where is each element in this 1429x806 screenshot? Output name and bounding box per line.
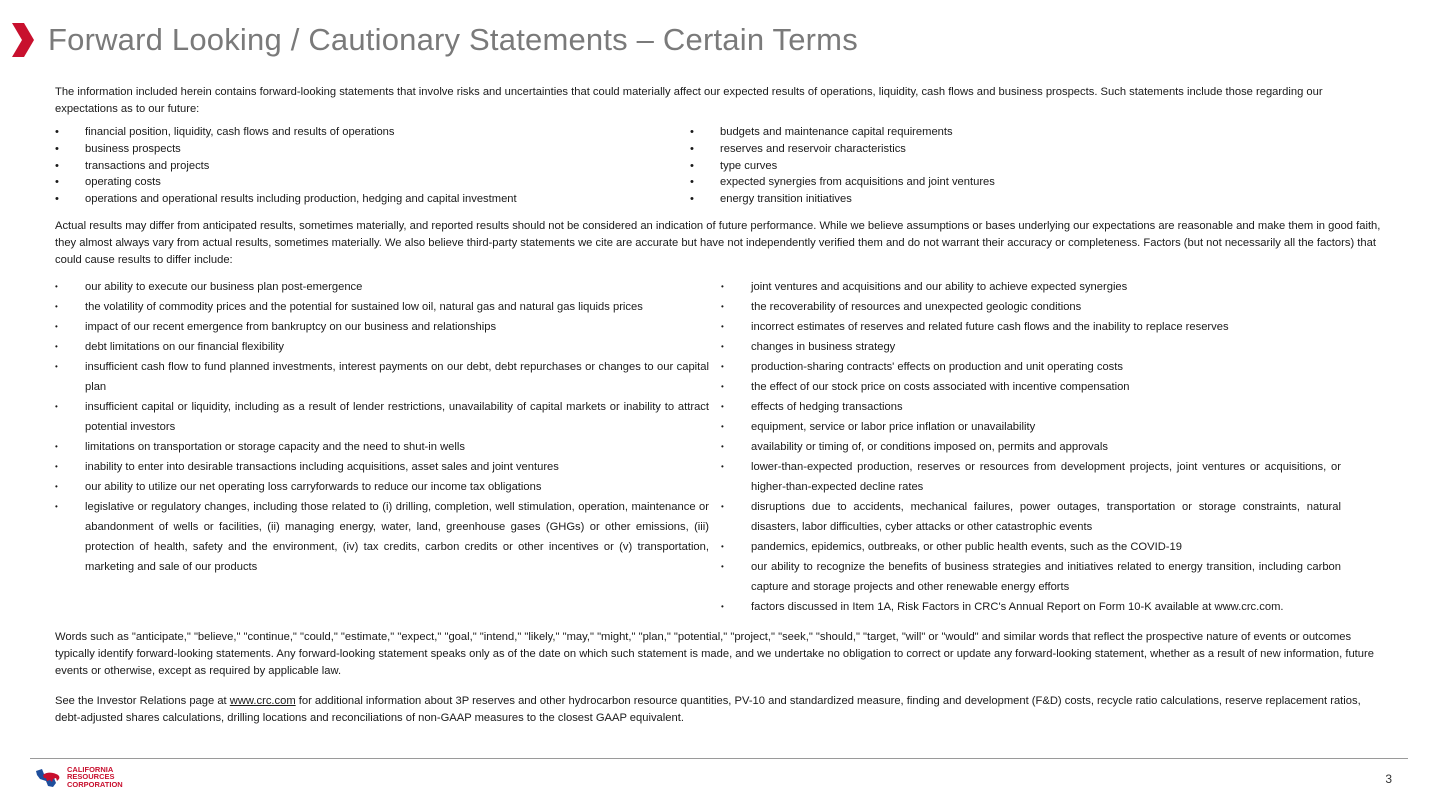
future-item-text: financial position, liquidity, cash flows and results of operations [85,126,395,138]
risk-factor-item-text: debt limitations on our financial flexibility [85,340,284,353]
bullet-icon: • [55,281,58,291]
risk-factor-item [55,437,709,457]
risk-factor-item-text: our ability to execute our business plan post-emergence [85,280,363,293]
future-item [690,141,1350,158]
page-title: Forward Looking / Cautionary Statements – Certain Terms [48,22,858,57]
bullet-icon: • [721,321,724,331]
ir-suffix-text: for additional information about 3P reserves and other hydrocarbon resource quantities, PV-10 and standardized measure, finding and development (F&D) costs, recycle ratio calculations, reserve replacement ratios, debt-adjusted shares calculations, drilling locations and reconciliations of non-GAAP measures to the closest GAAP equivalent. [55,694,1361,724]
future-items-list [55,124,1385,208]
risk-factor-item [55,317,709,337]
future-items-right-column [690,124,1350,208]
logo-line-corporation: CORPORATION [67,779,123,789]
risk-factor-item [721,417,1341,437]
bullet-icon: • [55,441,58,451]
bullet-icon: • [55,341,58,351]
risk-factor-item-text: legislative or regulatory changes, including those related to (i) drilling, completion, well stimulation, operation, maintenance or abandonment of wells or facilities, (ii) managing energy, water, land, greenhouse gases (GHGs) or other emissions, (iii) protection of health, safety and the environment, (iv) tax credits, carbon credits or other incentives or (v) transportation, marketing and sale of our products [85,500,709,573]
content-area [55,84,1385,727]
future-item-text: energy transition initiatives [720,193,852,206]
bullet-icon: • [55,461,58,471]
risk-factor-item-text: factors discussed in Item 1A, Risk Factors in CRC's Annual Report on Form 10-K available at www.crc.com. [751,600,1284,613]
bullet-icon: • [721,561,724,571]
risk-factor-item-text: inability to enter into desirable transactions including acquisitions, asset sales and joint ventures [85,460,559,473]
bullet-icon: • [721,541,724,551]
bullet-icon: • [721,501,724,511]
bullet-icon: • [55,176,59,189]
risk-factor-item-text: our ability to recognize the benefits of business strategies and initiatives related to energy transition, including carbon capture and storage projects and other renewable energy efforts [751,560,1341,593]
risk-factors-list [55,277,1385,617]
red-chevron-icon [10,23,36,57]
risk-factor-item [55,457,709,477]
risk-factor-item-text: equipment, service or labor price inflation or unavailability [751,420,1036,433]
risk-factors-left-column [55,277,709,617]
logo-line-california: CALIFORNIA [67,764,114,774]
risk-factor-item-text: effects of hedging transactions [751,400,903,413]
bullet-icon: • [55,401,58,411]
ir-prefix-text: See the Investor Relations page at [55,694,230,707]
bullet-icon: • [721,601,724,611]
intro-paragraph: The information included herein contains forward-looking statements that involve risks and uncertainties that could materially affect our expected results of operations, liquidity, cash flows and business prospects. Such statements include those regarding our expectations as to our future: [55,86,1323,115]
bullet-icon: • [721,441,724,451]
bullet-icon: • [690,126,694,138]
bullet-icon: • [55,159,59,172]
risk-factor-item [721,277,1341,297]
bullet-icon: • [721,401,724,411]
future-item-text: operations and operational results including production, hedging and capital investment [85,193,517,206]
risk-factor-item-text: the volatility of commodity prices and the potential for sustained low oil, natural gas and natural gas liquids prices [85,300,643,313]
investor-relations-paragraph [55,693,1385,727]
risk-factor-item [55,397,709,437]
risk-factor-item-text: production-sharing contracts' effects on production and unit operating costs [751,360,1123,373]
words-paragraph: Words such as "anticipate," "believe," "continue," "could," "estimate," "expect," "goal," "intend," "likely," "may," "might," "plan," "potential," "project," "seek," "should," "target, "will" or "would" and similar words that reflect the prospective nature of events or outcomes typically identify forward-looking statements. Any forward-looking statement speaks only as of the date on which such statement is made, and we undertake no obligation to correct or update any forward-looking statement, whether as a result of new information, future events or otherwise, except as required by applicable law. [55,630,1374,677]
risk-factor-item-text: limitations on transportation or storage capacity and the need to shut-in wells [85,440,465,453]
bullet-icon: • [721,301,724,311]
bullet-icon: • [55,321,58,331]
bullet-icon: • [55,501,58,511]
risk-factor-item [55,277,709,297]
risk-factor-item [55,297,709,317]
future-item-text: type curves [720,159,778,172]
actual-results-paragraph: Actual results may differ from anticipated results, sometimes materially, and reported results should not be considered an indication of future performance. While we believe assumptions or bases underlying our expectations are reasonable and make them in good faith, they almost always vary from actual results, sometimes materially. We also believe third-party statements we cite are accurate but have not independently verified them and do not warrant their accuracy or completeness. Factors (but not necessarily all the factors) that could cause results to differ include: [55,219,1381,266]
future-item [690,191,1350,208]
california-bear-logo-icon [34,765,64,789]
risk-factor-item-text: impact of our recent emergence from bankruptcy on our business and relationships [85,320,497,333]
future-item [55,174,690,191]
risk-factor-item-text: our ability to utilize our net operating loss carryforwards to reduce our income tax obligations [85,480,542,493]
future-item-text: operating costs [85,176,161,189]
risk-factor-item-text: changes in business strategy [751,340,896,353]
risk-factor-item-text: the recoverability of resources and unexpected geologic conditions [751,300,1082,313]
footer-divider [30,758,1408,759]
logo-wordmark [67,766,123,789]
crc-website-link[interactable]: www.crc.com [229,694,296,707]
future-item [690,174,1350,191]
future-item-text: business prospects [85,142,181,155]
risk-factor-item-text: incorrect estimates of reserves and related future cash flows and the inability to replace reserves [751,320,1229,333]
company-logo [34,765,123,789]
risk-factor-item-text: insufficient cash flow to fund planned investments, interest payments on our debt, debt repurchases or changes to our capital plan [85,360,709,393]
risk-factor-item-text: insufficient capital or liquidity, including as a result of lender restrictions, unavailability of capital markets or inability to attract potential investors [85,400,709,433]
bullet-icon: • [55,142,59,155]
risk-factor-item-text: the effect of our stock price on costs associated with incentive compensation [751,380,1130,393]
risk-factor-item-text: lower-than-expected production, reserves or resources from development projects, joint ventures or acquisitions, or higher-than-expected decline rates [751,460,1341,493]
logo-line-resources: RESOURCES [67,772,115,782]
bullet-icon: • [55,126,59,138]
risk-factor-item-text: disruptions due to accidents, mechanical failures, power outages, transportation or storage constraints, natural disasters, labor difficulties, cyber attacks or other catastrophic events [751,500,1341,533]
risk-factor-item [721,357,1341,377]
future-item-text: budgets and maintenance capital requirements [720,126,953,138]
future-item-text: expected synergies from acquisitions and joint ventures [720,176,995,189]
risk-factor-item [55,337,709,357]
future-item [55,124,690,141]
future-item-text: transactions and projects [85,159,210,172]
future-item [55,191,690,208]
bullet-icon: • [55,301,58,311]
bullet-icon: • [690,142,694,155]
risk-factor-item [55,497,709,577]
bullet-icon: • [721,461,724,471]
bullet-icon: • [721,281,724,291]
risk-factor-item [721,437,1341,457]
risk-factor-item-text: joint ventures and acquisitions and our ability to achieve expected synergies [751,280,1128,293]
risk-factor-item-text: availability or timing of, or conditions imposed on, permits and approvals [751,440,1108,453]
bullet-icon: • [721,421,724,431]
bullet-icon: • [690,193,694,206]
future-item [55,141,690,158]
bullet-icon: • [690,176,694,189]
future-item [690,158,1350,175]
risk-factor-item [721,397,1341,417]
bullet-icon: • [55,481,58,491]
bullet-icon: • [690,159,694,172]
risk-factor-item [721,457,1341,497]
bullet-icon: • [55,361,58,371]
risk-factor-item [721,337,1341,357]
risk-factor-item [721,497,1341,537]
risk-factor-item [55,477,709,497]
bullet-icon: • [721,381,724,391]
risk-factor-item [721,317,1341,337]
risk-factor-item [721,297,1341,317]
risk-factors-right-column [721,277,1341,617]
page-number: 3 [1385,772,1392,786]
risk-factor-item [721,557,1341,597]
future-item-text: reserves and reservoir characteristics [720,142,906,155]
title-row [10,18,858,62]
future-item [55,158,690,175]
risk-factor-item [55,357,709,397]
risk-factor-item [721,597,1341,617]
bullet-icon: • [721,361,724,371]
risk-factor-item [721,377,1341,397]
bullet-icon: • [55,193,59,206]
future-item [690,124,1350,141]
bullet-icon: • [721,341,724,351]
future-items-left-column [55,124,690,208]
risk-factor-item [721,537,1341,557]
risk-factor-item-text: pandemics, epidemics, outbreaks, or other public health events, such as the COVID-19 [751,540,1182,553]
